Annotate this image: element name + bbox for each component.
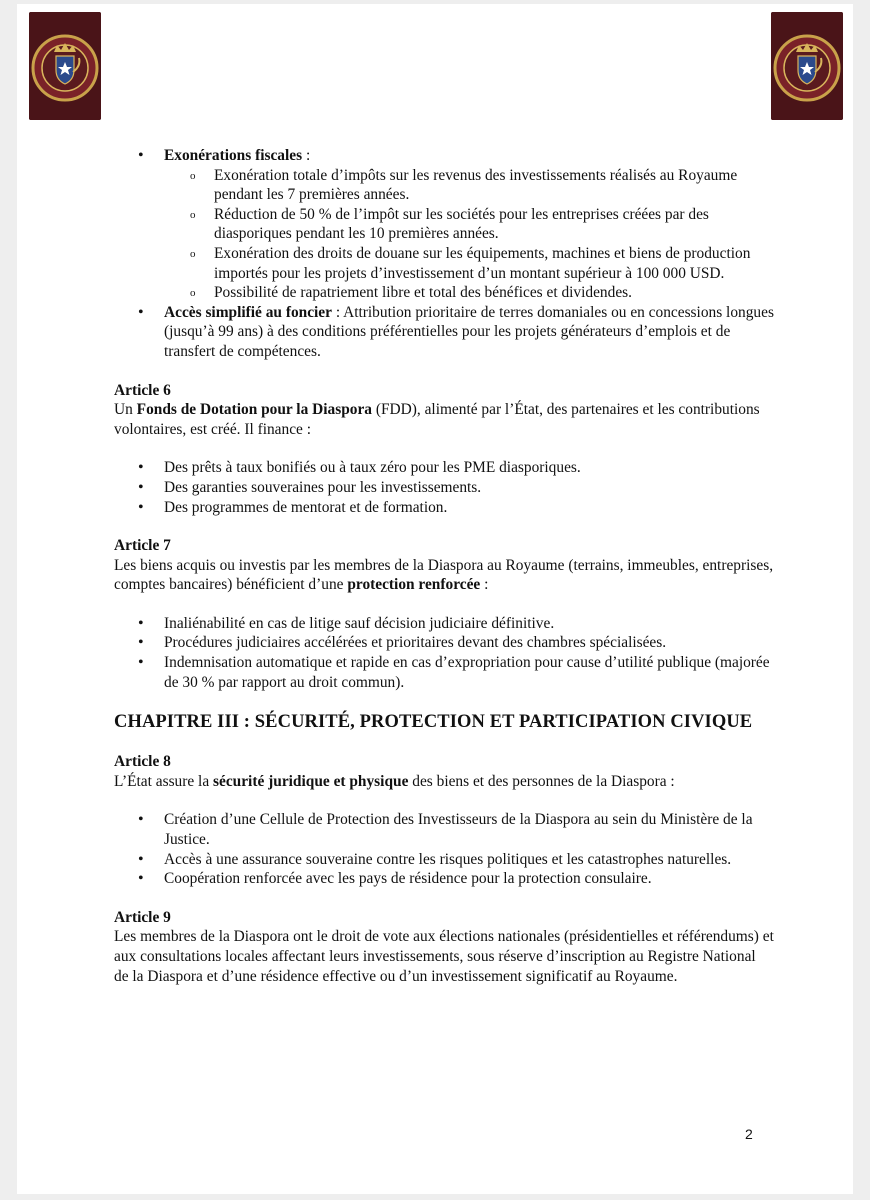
article-8-list	[114, 810, 774, 888]
article-7-title: Article 7	[114, 537, 171, 555]
list-item: • Accès simplifié au foncier : Attribution prioritaire de terres domaniales ou en concessions longues (jusqu’à 99 ans) à des conditions préférentielles pour les projets générateurs d’emplois et de transfert de compétences.	[114, 303, 774, 362]
list-item: • Inaliénabilité en cas de litige sauf décision judiciaire définitive.	[114, 614, 774, 634]
list-item: • Accès à une assurance souveraine contre les risques politiques et les catastrophes naturelles.	[114, 850, 774, 870]
list-item: • Coopération renforcée avec les pays de résidence pour la protection consulaire.	[114, 869, 774, 889]
article-9-text: Les membres de la Diaspora ont le droit de vote aux élections nationales (présidentielles et référendums) et aux consultations locales affectant leurs investissements, sous réserve d’inscription au Registre National de la Diaspora et d’une résidence effective ou d’un investissement significatif au Royaume.	[114, 928, 774, 985]
article-7-list	[114, 614, 774, 692]
royal-seal-logo-right	[771, 12, 843, 120]
article-6-text: Un Fonds de Dotation pour la Diaspora (FDD), alimenté par l’État, des partenaires et les contributions volontaires, est créé. Il finance :	[114, 401, 760, 438]
item-bold-label: Accès simplifié au foncier	[164, 303, 332, 321]
sub-list	[114, 166, 774, 303]
article-8-title: Article 8	[114, 753, 171, 771]
list-item: • Des programmes de mentorat et de formation.	[114, 498, 774, 518]
article-8-text: L’État assure la sécurité juridique et physique des biens et des personnes de la Diaspora :	[114, 772, 675, 790]
list-item: • Création d’une Cellule de Protection des Investisseurs de la Diaspora au sein du Ministère de la Justice.	[114, 810, 774, 849]
list-item: • Des garanties souveraines pour les investissements.	[114, 478, 774, 498]
article-9-title: Article 9	[114, 908, 171, 926]
sub-list-item: o Exonération des droits de douane sur les équipements, machines et biens de production importés pour les projets d’investissement d’un montant supérieur à 100 000 USD.	[114, 244, 774, 283]
list-item: • Des prêts à taux bonifiés ou à taux zéro pour les PME diasporiques.	[114, 458, 774, 478]
document-body	[114, 146, 774, 986]
page-number: 2	[745, 1126, 753, 1142]
item-bold-label: Exonérations fiscales	[164, 147, 303, 164]
list-item: • Indemnisation automatique et rapide en cas d’expropriation pour cause d’utilité publique (majorée de 30 % par rapport au droit commun).	[114, 653, 774, 692]
sub-list-item: o Réduction de 50 % de l’impôt sur les sociétés pour les entreprises créées par des diasporiques pendant les 10 premières années.	[114, 205, 774, 244]
article-6-list	[114, 458, 774, 517]
royal-seal-logo-left	[29, 12, 101, 120]
sub-list-item: o Possibilité de rapatriement libre et total des bénéfices et dividendes.	[114, 283, 774, 303]
article-6-title: Article 6	[114, 381, 171, 399]
list-item: • Procédures judiciaires accélérées et prioritaires devant des chambres spécialisées.	[114, 633, 774, 653]
article-7-text: Les biens acquis ou investis par les membres de la Diaspora au Royaume (terrains, immeubles, entreprises, comptes bancaires) bénéficient d’une protection renforcée :	[114, 556, 774, 594]
incentives-list	[114, 146, 774, 362]
royal-seal-icon	[771, 12, 843, 120]
chapter-3-heading: CHAPITRE III : SÉCURITÉ, PROTECTION ET PARTICIPATION CIVIQUE	[114, 712, 753, 733]
list-item: • Exonérations fiscales : o Exonération totale d’impôts sur les revenus des investissements réalisés au Royaume pendant les 7 premières années. o Réduction de 50 % de l’impôt sur les sociétés pour les entreprises créées par des diasporiques pendant les 10 premières années. o Exonération des droits de douane sur les équipements, machines et biens de production importés pour les projets d’investissement d’un montant supérieur à 100 000 USD. o Possibilité de rapatriement libre et total des bénéfices et dividendes.	[114, 146, 774, 303]
royal-seal-icon	[29, 12, 101, 120]
sub-list-item: o Exonération totale d’impôts sur les revenus des investissements réalisés au Royaume pendant les 7 premières années.	[114, 166, 774, 205]
document-page	[17, 4, 853, 1194]
